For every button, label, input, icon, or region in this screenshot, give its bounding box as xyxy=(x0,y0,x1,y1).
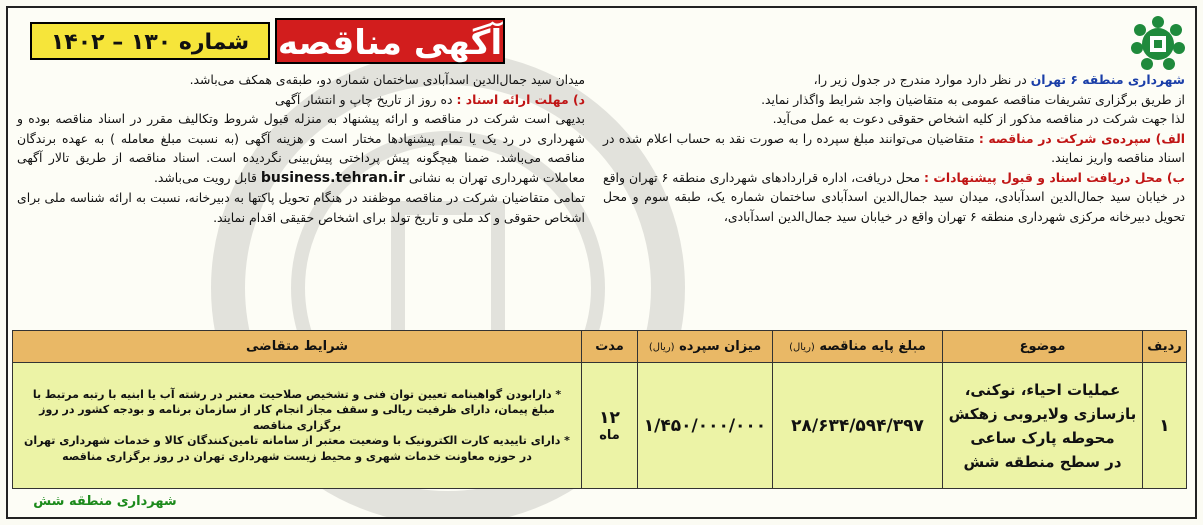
terms-end: قابل رویت می‌باشد. xyxy=(153,169,261,185)
header-conditions: شرایط متقاضی xyxy=(13,331,582,363)
section-b-text: محل دریافت، اداره قراردادهای شهرداری منطقه ۶ تهران واقع در خیابان سید جمال‌الدین اسدآبادی، میدان سید جمال‌الدین اسدآبادی ساختمان شماره یک، طبقه سوم و محل تحویل دبیرخانه مرکزی شهرداری منطقه ۶ تهران واقع در خیابان سید جمال‌الدین اسدآبادی، xyxy=(603,169,1185,224)
tender-table xyxy=(12,330,1187,489)
row-deposit: ۱/۴۵۰/۰۰۰/۰۰۰ xyxy=(638,363,773,489)
intro-line2: از طریق برگزاری تشریفات مناقصه عمومی به متقاضیان واجد شرایط واگذار نماید. xyxy=(761,91,1185,107)
footer-signature: شهرداری منطقه شش xyxy=(15,490,195,514)
section-d xyxy=(17,90,585,110)
notice-title: آگهی مناقصه xyxy=(275,18,505,64)
header-row-number: ردیف xyxy=(1143,331,1187,363)
deadline-text: ده روز از تاریخ چاپ و انتشار آگهی xyxy=(274,91,457,107)
terms-text: بدیهی است شرکت در مناقصه و ارائه پیشنهاد به منزله قبول شروط وتکالیف مقرر در اسناد مناقصه بوده و شهرداری در رد یک یا تمام پیشنهادها مختار است و هزینه آگهی (به نسبت مبلغ معامله ) به عهده برندگان مناقصه می‌باشد. ضمنا هیچگونه پیش پرداختی پیش‌بینی نگردیده است. اسناد مناقصه از طریق تالار آگهی معاملات شهرداری تهران به نشانی xyxy=(17,111,585,185)
section-b-title: ب) محل دریافت اسناد و قبول پیشنهادات : xyxy=(924,169,1185,185)
tehran-municipality-logo xyxy=(1129,14,1187,76)
header-subject: موضوع xyxy=(943,331,1143,363)
website-link[interactable]: business.tehran.ir xyxy=(260,169,405,186)
table-row xyxy=(13,363,1187,489)
deadline-title: د) مهلت ارائه اسناد : xyxy=(456,91,585,107)
header-deposit: میزان سپرده (ریال) xyxy=(638,331,773,363)
intro-line3: لذا جهت شرکت در مناقصه مذکور از کلیه اشخاص حقوقی دعوت به عمل می‌آید. xyxy=(772,111,1185,126)
left-column xyxy=(17,70,585,227)
table-header-row xyxy=(13,331,1187,363)
notice-number: شماره ۱۳۰ – ۱۴۰۲ xyxy=(30,22,270,60)
row-duration: ۱۲ ماه xyxy=(582,363,638,489)
header-duration: مدت xyxy=(582,331,638,363)
intro-paragraph xyxy=(603,70,1185,129)
section-b xyxy=(603,168,1185,227)
header-base-price: مبلغ پایه مناقصه (ریال) xyxy=(773,331,943,363)
section-a-title: الف) سپرده‌ی شرکت در مناقصه : xyxy=(978,130,1185,146)
row-subject: عملیات احیاء، نوکنی، بازسازی ولایروبی زهکش محوطه پارک ساعی در سطح منطقه شش xyxy=(943,363,1143,489)
section-a xyxy=(603,129,1185,168)
row-number: ۱ xyxy=(1143,363,1187,489)
org-name: شهرداری منطقه ۶ تهران xyxy=(1030,72,1185,87)
id-paragraph: تمامی متقاضیان شرکت در مناقصه موظفند در هنگام تحویل پاکتها به دبیرخانه، نسبت به ارائه شناسه ملی برای اشخاص حقوقی و کد ملی و تاریخ تولد برای اشخاص حقیقی اقدام نمایند. xyxy=(17,190,585,225)
left-line1: میدان سید جمال‌الدین اسدآبادی ساختمان شماره دو، طبقه‌ی همکف می‌باشد. xyxy=(189,72,585,87)
tender-notice xyxy=(6,6,1197,519)
intro-line1: در نظر دارد موارد مندرج در جدول زیر را، xyxy=(813,72,1031,87)
section-a-text: متقاضیان می‌توانند مبلغ سپرده را به صورت نقد به حساب اعلام شده در اسناد مناقصه واریز نمایند. xyxy=(603,130,1185,165)
right-column xyxy=(603,70,1185,226)
terms-paragraph xyxy=(17,109,585,188)
row-conditions: * دارابودن گواهینامه تعیین توان فنی و تشخیص صلاحیت معتبر در رشته آب یا ابنیه با رتبه مرتبط با مبلغ پیمان، دارای ظرفیت ریالی و سقف مجاز انجام کار از سازمان برنامه و بودجه کشور در روز برگزاری مناقصه * دارای تاییدیه کارت الکترونیک با وضعیت معتبر از سامانه تامین‌کنندگان کالا و خدمات شهرداری تهران در حوزه معاونت خدمات شهری و محیط زیست شهرداری تهران در روز برگزاری مناقصه xyxy=(13,363,582,489)
row-base-price: ۲۸/۶۳۴/۵۹۴/۳۹۷ xyxy=(773,363,943,489)
